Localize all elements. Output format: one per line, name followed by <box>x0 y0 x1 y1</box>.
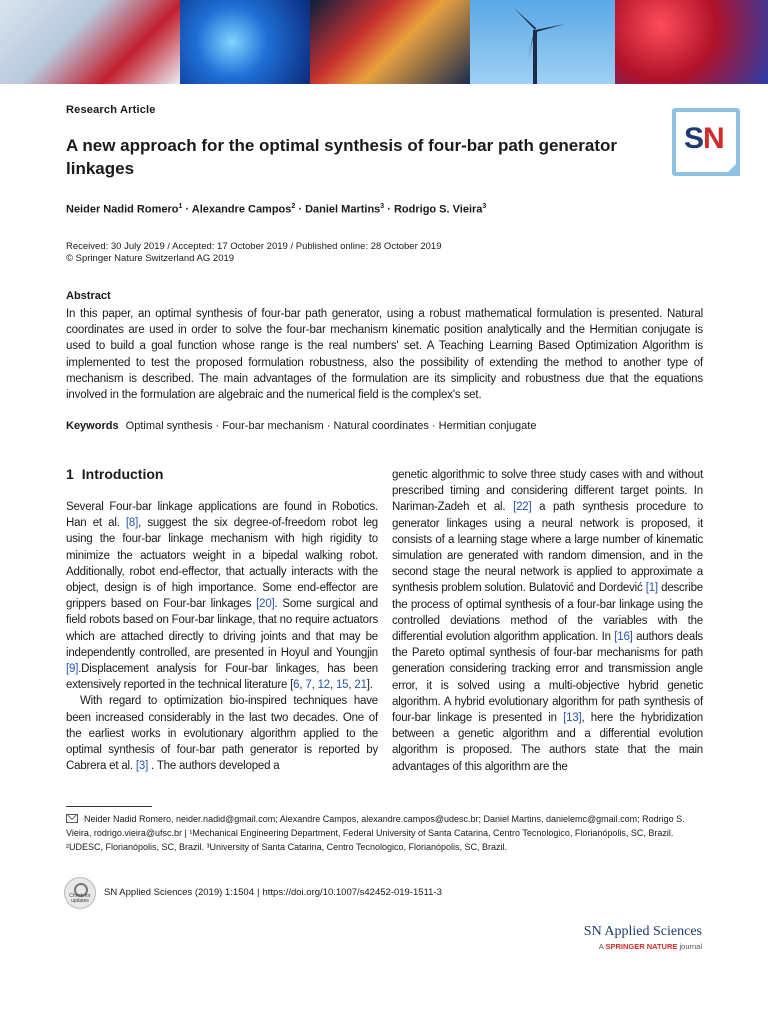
text-run: ]. <box>366 679 373 692</box>
paragraph <box>66 693 378 774</box>
banner-image-5 <box>615 0 768 84</box>
journal-reference: SN Applied Sciences (2019) 1:1504 <box>104 887 254 898</box>
body-column-right <box>392 467 703 775</box>
publisher-suffix: journal <box>679 942 702 951</box>
keywords <box>66 420 536 432</box>
text-run: describe the process of optimal synthesis of a four-bar linkage using the controlled deviations method of the variables with the differential evolution algorithm application. In <box>392 582 703 644</box>
author-affiliation: 1 <box>178 203 183 210</box>
citation-link[interactable]: 21 <box>354 679 367 692</box>
publisher-line <box>599 942 702 951</box>
citation-link[interactable]: [1] <box>645 582 658 595</box>
text-run: , here the hybridization between a genetic algorithm and a differential evolution algorithm is proposed. The authors state that the main advantages of this algorithm are the <box>392 712 703 773</box>
author-name: Daniel Martins <box>305 203 381 216</box>
text-run: , <box>329 679 336 692</box>
paragraph <box>66 499 378 693</box>
abstract-heading: Abstract <box>66 290 111 302</box>
text-run: , <box>348 679 355 692</box>
check-for-updates-label: Check for updates <box>69 893 91 904</box>
author-name: Neider Nadid Romero <box>66 203 179 216</box>
banner-image-1 <box>0 0 180 84</box>
author-affiliation: 3 <box>482 203 487 210</box>
footnote-text: Neider Nadid Romero, neider.nadid@gmail.com; Alexandre Campos, alexandre.campos@udesc.br; Daniel Martins, danielemc@gmail.com; Rodrigo S. Vieira, rodrigo.vieira@ufsc.br | ¹Mechanical Engineering Department, Federal University of Santa Catarina, Centro Tecnologico, Florianópolis, SC, Brazil. ²UDESC, Florianópolis, SC, Brazil. ³University of Santa Catarina, Centro Tecnologico, Florianópolis, SC, Brazil. <box>66 814 685 852</box>
section-heading <box>66 466 171 482</box>
article-type: Research Article <box>66 104 156 116</box>
citation-divider: | <box>257 887 260 898</box>
text-run: , <box>299 679 306 692</box>
doi-link[interactable]: https://doi.org/10.1007/s42452-019-1511-3 <box>262 887 442 898</box>
text-run: , <box>311 679 318 692</box>
text-run: . The authors developed a <box>148 760 280 773</box>
citation-link[interactable]: [22] <box>513 501 532 514</box>
section-title: Introduction <box>81 466 164 482</box>
citation-link[interactable]: [16] <box>614 631 633 644</box>
text-run: Several Four-bar linkage applications are found in Robotics. Han et al. <box>66 501 378 530</box>
publication-history: Received: 30 July 2019 / Accepted: 17 October 2019 / Published online: 28 October 2019 <box>66 241 442 252</box>
author-affiliation: 2 <box>291 203 296 210</box>
citation-link[interactable]: [13] <box>563 712 582 725</box>
paragraph <box>392 467 703 775</box>
section-number: 1 <box>66 466 74 482</box>
article-title: A new approach for the optimal synthesis of four-bar path generator linkages <box>66 136 617 178</box>
citation-link[interactable]: 12 <box>317 679 330 692</box>
keywords-label: Keywords <box>66 420 119 432</box>
footnote-rule <box>66 806 152 807</box>
text-run: , suggest the six degree-of-freedom robot leg using the four-bar linkage mechanism with high rigidity to minimize the actuators weight in a bipedal walking robot. Additionally, robot end-effector, that actually interacts with the object, design is of high importance. Some end-effector are grippers based on Four-bar linkages <box>66 517 378 611</box>
mail-icon <box>66 814 78 823</box>
citation-link[interactable]: [9] <box>66 663 79 676</box>
body-column-left <box>66 499 378 774</box>
citation-link[interactable]: 6 <box>293 679 300 692</box>
abstract-text: In this paper, an optimal synthesis of four-bar path generator, using a robust mathematical formulation is presented. Natural coordinates are used in order to solve the four-bar mechanism kinematic position analytically and the Hermitian conjugate is used to build a goal function whose range is the real numbers' set. A Teaching Learning Based Optimization Algorithm is implemented to test the proposed formulation robustness, also the possibility of extending the method to another type of mechanism is described. The main advantages of the formulation are its simplicity and robustness due that the equations involved in the formulation are algebraic and the numerical field is the complex's set. <box>66 308 703 402</box>
citation-line <box>104 887 442 898</box>
keywords-list: Optimal synthesis · Four-bar mechanism · Natural coordinates · Hermitian conjugate <box>125 420 537 432</box>
banner-image-2 <box>180 0 310 84</box>
sn-logo-n: N <box>703 122 724 155</box>
citation-link[interactable]: [8] <box>125 517 139 530</box>
cover-banner <box>0 0 768 84</box>
author-list: Neider Nadid Romero$^1$ · Alexandre Campos$^2$ · Daniel Martins$^3$ · Rodrigo S. Vieira$^3$ <box>66 203 487 216</box>
text-run: .Displacement analysis for Four-bar linkages, has been extensively reported in the technical literature [ <box>66 663 378 692</box>
author-name: Alexandre Campos <box>191 203 292 216</box>
author-affiliation: 3 <box>380 203 385 210</box>
sn-logo-s: S <box>684 122 704 155</box>
author-footnote <box>66 812 706 854</box>
author-name: Rodrigo S. Vieira <box>393 203 483 216</box>
text-run: genetic algorithmic to solve three study cases with and without prescribed timing and considering different target points. In Nariman-Zadeh et al. <box>392 469 703 514</box>
citation-link[interactable]: 7 <box>305 679 312 692</box>
publisher-name: SPRINGER NATURE <box>605 942 678 951</box>
text-run: . Some surgical and field robots based on Four-bar linkage, that no require actuators which are attached directly to driving joints and that may be independently controlled, are presented in Hoyul and Youngjin <box>66 598 378 659</box>
publication-dates <box>66 241 442 265</box>
text-run: With regard to optimization bio-inspired techniques have been increased considerably in the last two decades. One of the earliest works in evolutionary algorithm applied to the optimal synthesis of four-bar path generator is reported by Cabrera et al. <box>66 695 378 773</box>
citation-link[interactable]: 15 <box>335 679 349 692</box>
copyright-line: © Springer Nature Switzerland AG 2019 <box>66 253 235 264</box>
banner-image-4 <box>470 0 615 84</box>
sn-logo <box>672 108 740 176</box>
publisher-prefix: A <box>598 942 604 951</box>
journal-name: SN Applied Sciences <box>583 924 702 939</box>
text-run: a path synthesis procedure to generator linkages using a neural network is proposed, it consists of a learning stage where a large number of kinematic simulation are generated with random dimension, and in the second stage the neural network is applied to approximate a synthesis problem solution. Bulatović and Dordević <box>392 501 703 595</box>
citation-link[interactable]: [3] <box>135 760 149 773</box>
citation-link[interactable]: [20] <box>256 598 275 611</box>
wind-turbine-icon <box>470 0 615 84</box>
text-run: authors deals the Pareto optimal synthesis of four-bar mechanisms for path generation considering tracking error and transmission angle error, it is solved using a multi-objective hybrid genetic algorithm. A hybrid evolutionary algorithm for path synthesis of four-bar linkage is presented in <box>392 631 703 725</box>
banner-image-3 <box>310 0 470 84</box>
